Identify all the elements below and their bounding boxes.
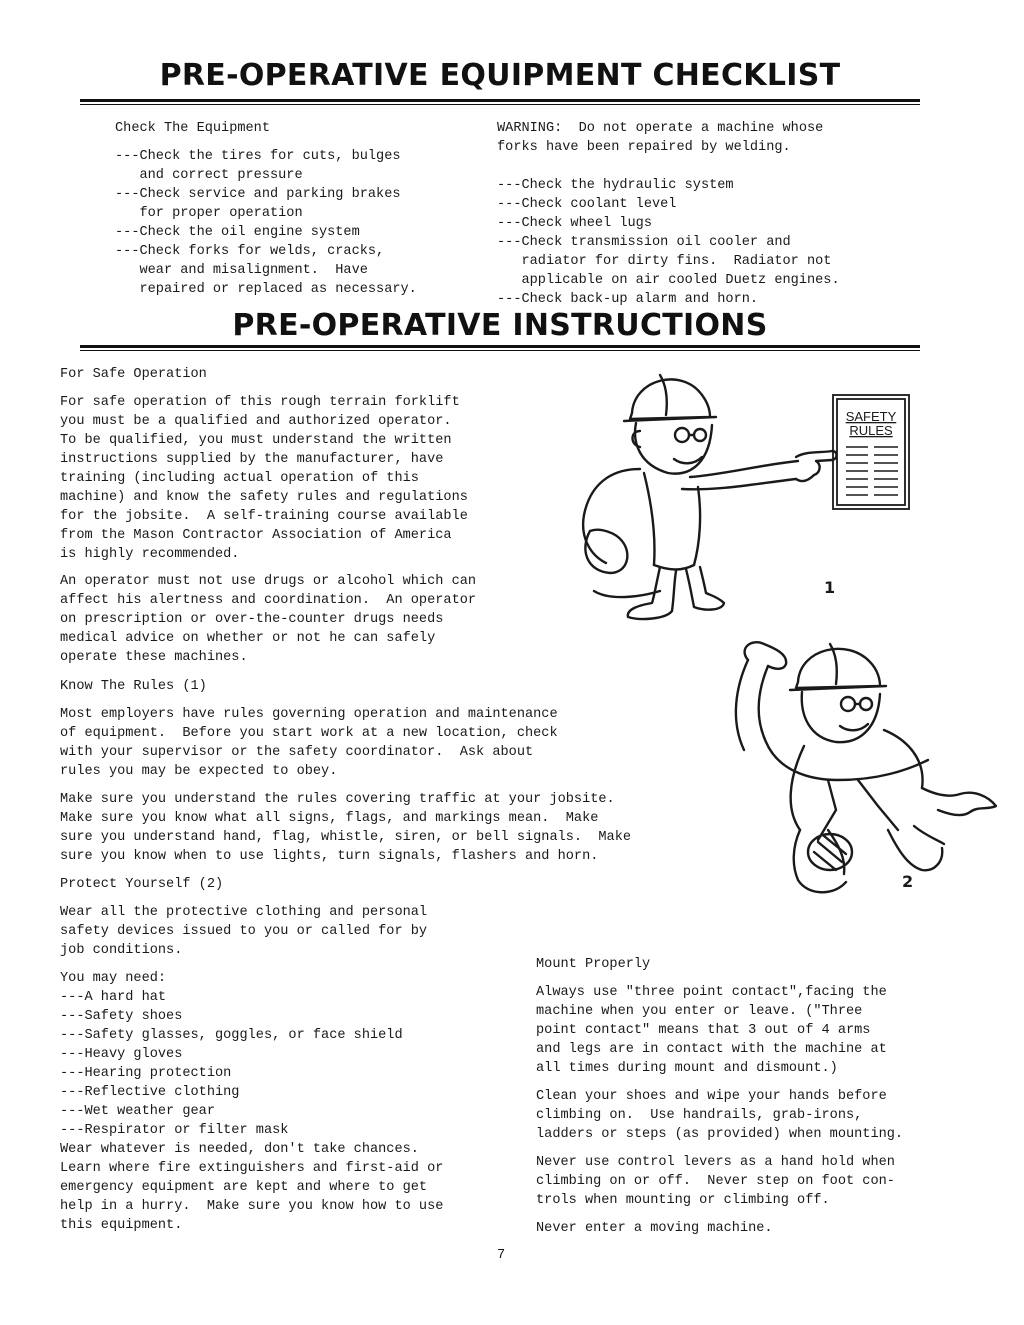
know-rules-header: Know The Rules (1) (60, 679, 207, 694)
text-line: help in a hurry. Make sure you know how to use (60, 1199, 444, 1214)
text-line (497, 157, 840, 176)
text-line: An operator must not use drugs or alcohol which can (60, 574, 477, 589)
instructions-title: PRE-OPERATIVE INSTRUCTIONS (232, 308, 768, 343)
hard-hat-icon (630, 379, 710, 419)
text-line: ---Safety shoes (60, 1009, 183, 1024)
text-line: ---Check back-up alarm and horn. (497, 292, 759, 307)
figure-1-illustration (570, 365, 920, 625)
text-line: emergency equipment are kept and where to get (60, 1180, 428, 1195)
text-line: Never use control levers as a hand hold when (536, 1155, 895, 1170)
text-line: machine) and know the safety rules and regulations (60, 490, 468, 505)
text-line: ---Check forks for welds, cracks, (115, 244, 385, 259)
page-number: 7 (497, 1248, 506, 1263)
text-line: Wear all the protective clothing and personal (60, 905, 428, 920)
checklist-left-header: Check The Equipment (115, 121, 270, 136)
text-line: WARNING: Do not operate a machine whose (497, 121, 824, 136)
checklist-right-list (497, 119, 840, 309)
text-line: ---Check the tires for cuts, bulges (115, 149, 401, 164)
know-rules-paragraph (60, 705, 558, 781)
text-line: you must be a qualified and authorized operator. (60, 414, 452, 429)
text-line: sure you understand hand, flag, whistle, siren, or bell signals. Make (60, 830, 632, 845)
mount-paragraph (536, 983, 887, 1078)
text-line: instructions supplied by the manufacturer, have (60, 452, 444, 467)
text-line: repaired or replaced as necessary. (115, 282, 417, 297)
sign-subtitle: RULES (849, 423, 893, 438)
text-line: ---Check service and parking brakes (115, 187, 401, 202)
text-line: rules you may be expected to obey. (60, 764, 338, 779)
text-line: job conditions. (60, 943, 183, 958)
checklist-title-rule (80, 99, 920, 102)
instructions-title-rule-thin (80, 350, 920, 351)
text-line: ---Safety glasses, goggles, or face shield (60, 1028, 403, 1043)
text-line: Most employers have rules governing operation and maintenance (60, 707, 558, 722)
clean-paragraph (536, 1087, 903, 1144)
checklist-left-list (115, 147, 417, 299)
text-line: with your supervisor or the safety coordinator. Ask about (60, 745, 534, 760)
text-line: this equipment. (60, 1218, 183, 1233)
text-line: applicable on air cooled Duetz engines. (497, 273, 840, 288)
text-line: Learn where fire extinguishers and first-aid or (60, 1161, 444, 1176)
traffic-paragraph (60, 790, 631, 866)
hard-hat-icon (796, 649, 880, 688)
figure-2-number: 2 (902, 872, 914, 891)
text-line: and correct pressure (115, 168, 303, 183)
drugs-paragraph (60, 572, 476, 667)
figure-2-illustration (708, 630, 1008, 910)
text-line: ---Check coolant level (497, 197, 677, 212)
text-line: for the jobsite. A self-training course available (60, 509, 468, 524)
safe-operation-paragraph (60, 393, 468, 564)
checklist-title-rule-thin (80, 104, 920, 105)
protect-paragraph (60, 903, 427, 960)
text-line: To be qualified, you must understand the written (60, 433, 452, 448)
text-line: ---Wet weather gear (60, 1104, 215, 1119)
moving-line: Never enter a moving machine. (536, 1221, 773, 1236)
text-line: Clean your shoes and wipe your hands before (536, 1089, 887, 1104)
never-paragraph (536, 1153, 895, 1210)
text-line: ---Check wheel lugs (497, 216, 652, 231)
sign-title: SAFETY (845, 409, 897, 424)
text-line: is highly recommended. (60, 547, 240, 562)
text-line: operate these machines. (60, 650, 248, 665)
text-line: trols when mounting or climbing off. (536, 1193, 830, 1208)
text-line: for proper operation (115, 206, 303, 221)
text-line: ---Heavy gloves (60, 1047, 183, 1062)
text-line: Make sure you know what all signs, flags, and markings mean. Make (60, 811, 599, 826)
text-line: ---Respirator or filter mask (60, 1123, 289, 1138)
text-line: of equipment. Before you start work at a new location, check (60, 726, 558, 741)
text-line: ---A hard hat (60, 990, 167, 1005)
text-line: ---Reflective clothing (60, 1085, 240, 1100)
text-line: Make sure you understand the rules covering traffic at your jobsite. (60, 792, 615, 807)
text-line: ---Check the hydraulic system (497, 178, 734, 193)
text-line: and legs are in contact with the machine at (536, 1042, 887, 1057)
text-line: point contact" means that 3 out of 4 arms (536, 1023, 871, 1038)
text-line: from the Mason Contractor Association of America (60, 528, 452, 543)
text-line: radiator for dirty fins. Radiator not (497, 254, 832, 269)
text-line: ---Check the oil engine system (115, 225, 360, 240)
text-line: machine when you enter or leave. ("Three (536, 1004, 863, 1019)
text-line: climbing on. Use handrails, grab-irons, (536, 1108, 863, 1123)
text-line: climbing on or off. Never step on foot con- (536, 1174, 895, 1189)
text-line: medical advice on whether or not he can safely (60, 631, 436, 646)
text-line: For safe operation of this rough terrain forklift (60, 395, 460, 410)
text-line: ---Hearing protection (60, 1066, 232, 1081)
protect-header: Protect Yourself (2) (60, 877, 224, 892)
checklist-title: PRE-OPERATIVE EQUIPMENT CHECKLIST (159, 58, 841, 93)
text-line: forks have been repaired by welding. (497, 140, 791, 155)
text-line: affect his alertness and coordination. An operator (60, 593, 477, 608)
text-line: wear and misalignment. Have (115, 263, 368, 278)
text-line: on prescription or over-the-counter drugs needs (60, 612, 444, 627)
text-line: training (including actual operation of this (60, 471, 419, 486)
instructions-title-rule (80, 345, 920, 348)
mount-header: Mount Properly (536, 957, 651, 972)
text-line: safety devices issued to you or called for by (60, 924, 428, 939)
text-line: all times during mount and dismount.) (536, 1061, 838, 1076)
figure-1-number: 1 (824, 578, 836, 597)
may-need-list (60, 969, 443, 1235)
text-line: You may need: (60, 971, 167, 986)
text-line: sure you know when to use lights, turn signals, flashers and horn. (60, 849, 599, 864)
text-line: Wear whatever is needed, don't take chances. (60, 1142, 419, 1157)
text-line: Always use "three point contact",facing the (536, 985, 887, 1000)
text-line: ---Check transmission oil cooler and (497, 235, 791, 250)
safe-operation-header: For Safe Operation (60, 367, 207, 382)
text-line: ladders or steps (as provided) when mounting. (536, 1127, 904, 1142)
